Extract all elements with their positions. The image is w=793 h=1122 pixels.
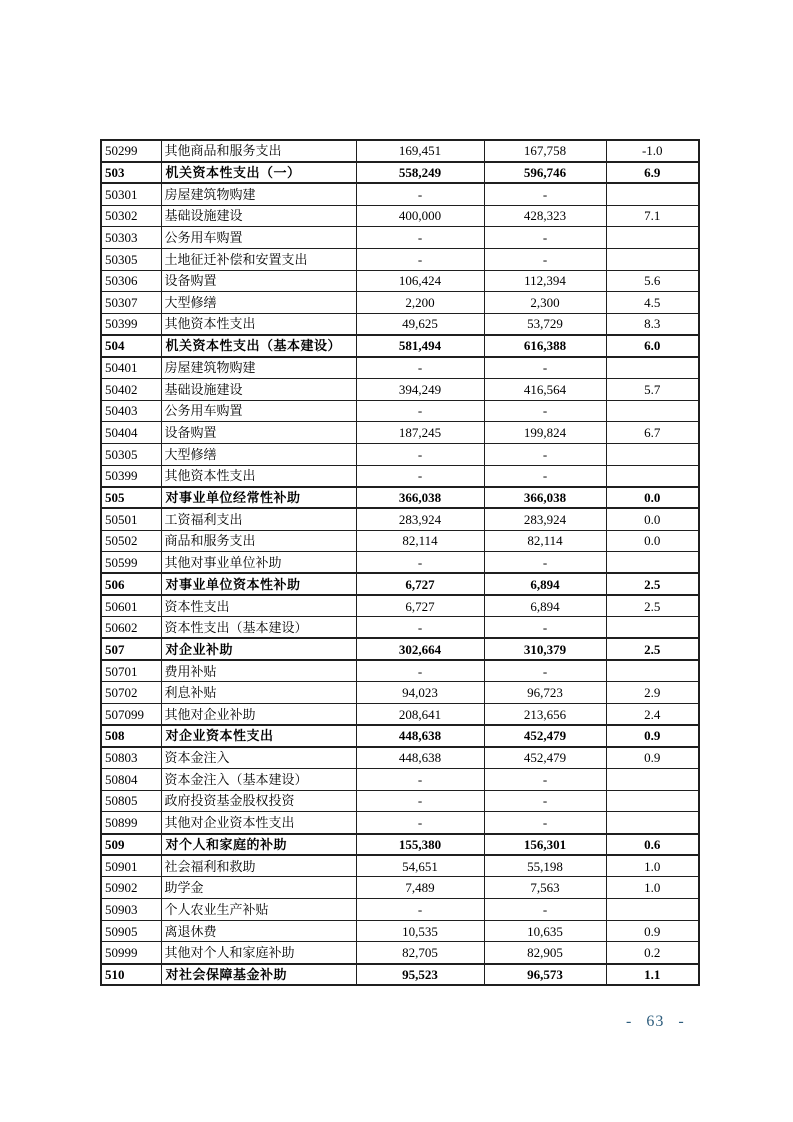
cell-pct-change [606,443,699,465]
cell-code: 50303 [101,227,161,249]
cell-amount-2: 156,301 [484,834,606,856]
table-row [101,162,699,184]
cell-name: 工资福利支出 [161,508,356,530]
cell-pct-change: 6.9 [606,162,699,184]
table-row [101,248,699,270]
cell-name: 个人农业生产补贴 [161,899,356,921]
cell-code: 50602 [101,617,161,639]
cell-pct-change [606,183,699,205]
cell-amount-1: - [356,660,484,682]
cell-code: 508 [101,725,161,747]
cell-amount-2: 452,479 [484,725,606,747]
cell-amount-1: 49,625 [356,313,484,335]
cell-pct-change [606,617,699,639]
cell-amount-1: 82,114 [356,530,484,552]
cell-code: 50307 [101,292,161,314]
cell-pct-change: 6.7 [606,422,699,444]
cell-amount-1: 366,038 [356,487,484,509]
cell-name: 公务用车购置 [161,400,356,422]
cell-code: 50302 [101,205,161,227]
cell-pct-change [606,248,699,270]
cell-pct-change: 1.0 [606,877,699,899]
cell-amount-1: - [356,790,484,812]
cell-amount-2: - [484,768,606,790]
cell-code: 509 [101,834,161,856]
cell-amount-1: 106,424 [356,270,484,292]
cell-pct-change [606,768,699,790]
cell-code: 506 [101,573,161,595]
table-row [101,357,699,379]
cell-code: 50599 [101,552,161,574]
table-row [101,725,699,747]
cell-name: 大型修缮 [161,443,356,465]
cell-amount-2: - [484,443,606,465]
cell-name: 其他对个人和家庭补助 [161,942,356,964]
cell-name: 机关资本性支出（一） [161,162,356,184]
cell-name: 对事业单位资本性补助 [161,573,356,595]
table-row [101,942,699,964]
cell-pct-change: 0.0 [606,487,699,509]
cell-amount-1: 6,727 [356,573,484,595]
table-row [101,595,699,617]
cell-pct-change: -1.0 [606,140,699,162]
cell-pct-change: 0.9 [606,747,699,769]
cell-amount-1: - [356,183,484,205]
table-row [101,270,699,292]
table-row [101,140,699,162]
cell-amount-2: 366,038 [484,487,606,509]
cell-amount-2: 6,894 [484,595,606,617]
cell-amount-2: 53,729 [484,313,606,335]
cell-name: 资本性支出 [161,595,356,617]
cell-name: 助学金 [161,877,356,899]
cell-amount-2: 2,300 [484,292,606,314]
table-row [101,855,699,877]
cell-amount-1: 7,489 [356,877,484,899]
cell-code: 50903 [101,899,161,921]
cell-amount-1: 94,023 [356,682,484,704]
cell-pct-change [606,357,699,379]
cell-pct-change [606,790,699,812]
cell-amount-1: - [356,443,484,465]
table-row [101,205,699,227]
cell-pct-change: 2.5 [606,595,699,617]
cell-pct-change: 2.5 [606,573,699,595]
cell-pct-change: 1.0 [606,855,699,877]
cell-code: 50902 [101,877,161,899]
cell-pct-change: 5.6 [606,270,699,292]
cell-name: 对个人和家庭的补助 [161,834,356,856]
cell-amount-2: - [484,790,606,812]
cell-amount-1: 155,380 [356,834,484,856]
cell-pct-change: 1.1 [606,964,699,986]
cell-amount-1: - [356,812,484,834]
cell-pct-change: 2.4 [606,703,699,725]
cell-amount-1: 82,705 [356,942,484,964]
cell-code: 50804 [101,768,161,790]
cell-amount-1: - [356,899,484,921]
cell-amount-1: 10,535 [356,920,484,942]
cell-name: 对事业单位经常性补助 [161,487,356,509]
cell-amount-2: 7,563 [484,877,606,899]
cell-amount-1: 400,000 [356,205,484,227]
cell-amount-1: 6,727 [356,595,484,617]
cell-pct-change: 2.5 [606,638,699,660]
cell-code: 507 [101,638,161,660]
table-row [101,552,699,574]
table-row [101,638,699,660]
cell-code: 50404 [101,422,161,444]
cell-pct-change: 2.9 [606,682,699,704]
cell-code: 504 [101,335,161,357]
budget-table [100,139,700,986]
table-row [101,400,699,422]
cell-amount-1: 208,641 [356,703,484,725]
cell-code: 50301 [101,183,161,205]
cell-pct-change: 6.0 [606,335,699,357]
cell-amount-1: - [356,227,484,249]
cell-name: 其他对企业补助 [161,703,356,725]
cell-code: 50306 [101,270,161,292]
budget-table-container [100,139,700,986]
table-row [101,768,699,790]
table-row [101,964,699,986]
cell-amount-1: - [356,248,484,270]
cell-code: 50803 [101,747,161,769]
cell-code: 503 [101,162,161,184]
cell-amount-2: 199,824 [484,422,606,444]
cell-amount-2: 167,758 [484,140,606,162]
cell-name: 对企业补助 [161,638,356,660]
cell-code: 50999 [101,942,161,964]
cell-name: 公务用车购置 [161,227,356,249]
cell-amount-1: 54,651 [356,855,484,877]
cell-amount-2: 82,905 [484,942,606,964]
cell-amount-1: 283,924 [356,508,484,530]
cell-code: 50805 [101,790,161,812]
cell-code: 50701 [101,660,161,682]
cell-name: 政府投资基金股权投资 [161,790,356,812]
cell-amount-2: - [484,899,606,921]
cell-amount-1: - [356,357,484,379]
cell-code: 50901 [101,855,161,877]
cell-code: 505 [101,487,161,509]
table-row [101,899,699,921]
cell-name: 土地征迁补偿和安置支出 [161,248,356,270]
cell-amount-2: 310,379 [484,638,606,660]
cell-name: 基础设施建设 [161,378,356,400]
cell-name: 对企业资本性支出 [161,725,356,747]
cell-name: 其他对事业单位补助 [161,552,356,574]
cell-amount-2: 55,198 [484,855,606,877]
cell-amount-1: - [356,465,484,487]
table-row [101,313,699,335]
cell-name: 大型修缮 [161,292,356,314]
cell-amount-2: - [484,465,606,487]
cell-amount-2: 452,479 [484,747,606,769]
cell-pct-change [606,227,699,249]
cell-pct-change: 5.7 [606,378,699,400]
cell-code: 50305 [101,443,161,465]
cell-code: 510 [101,964,161,986]
cell-amount-1: 2,200 [356,292,484,314]
cell-pct-change [606,400,699,422]
cell-code: 50399 [101,465,161,487]
cell-pct-change [606,552,699,574]
table-row [101,378,699,400]
table-row [101,660,699,682]
cell-code: 50702 [101,682,161,704]
cell-amount-1: 169,451 [356,140,484,162]
cell-pct-change [606,465,699,487]
cell-code: 50403 [101,400,161,422]
budget-table-body [101,140,699,985]
table-row [101,834,699,856]
cell-name: 机关资本性支出（基本建设） [161,335,356,357]
cell-name: 资本金注入（基本建设） [161,768,356,790]
table-row [101,508,699,530]
cell-name: 其他对企业资本性支出 [161,812,356,834]
table-row [101,443,699,465]
cell-amount-2: 112,394 [484,270,606,292]
table-row [101,790,699,812]
table-row [101,183,699,205]
cell-amount-2: - [484,183,606,205]
cell-pct-change: 8.3 [606,313,699,335]
cell-amount-2: 6,894 [484,573,606,595]
cell-amount-1: 187,245 [356,422,484,444]
cell-code: 50299 [101,140,161,162]
cell-name: 其他资本性支出 [161,313,356,335]
table-row [101,920,699,942]
table-row [101,292,699,314]
cell-code: 50305 [101,248,161,270]
cell-amount-1: - [356,768,484,790]
cell-name: 设备购置 [161,422,356,444]
table-row [101,877,699,899]
table-row [101,465,699,487]
cell-name: 资本金注入 [161,747,356,769]
cell-pct-change: 0.0 [606,530,699,552]
cell-amount-2: - [484,227,606,249]
cell-pct-change: 7.1 [606,205,699,227]
cell-amount-1: 302,664 [356,638,484,660]
cell-name: 费用补贴 [161,660,356,682]
cell-amount-1: - [356,617,484,639]
cell-name: 设备购置 [161,270,356,292]
cell-amount-2: - [484,400,606,422]
cell-amount-2: - [484,357,606,379]
cell-pct-change: 0.2 [606,942,699,964]
cell-name: 离退休费 [161,920,356,942]
cell-amount-2: - [484,248,606,270]
cell-code: 50905 [101,920,161,942]
cell-code: 50502 [101,530,161,552]
table-row [101,812,699,834]
cell-pct-change [606,660,699,682]
table-row [101,573,699,595]
cell-name: 基础设施建设 [161,205,356,227]
cell-pct-change [606,812,699,834]
cell-amount-2: 96,723 [484,682,606,704]
table-row [101,487,699,509]
cell-name: 房屋建筑物购建 [161,183,356,205]
cell-pct-change: 0.9 [606,920,699,942]
cell-code: 50401 [101,357,161,379]
cell-amount-2: 96,573 [484,964,606,986]
cell-code: 50501 [101,508,161,530]
cell-amount-2: 283,924 [484,508,606,530]
page-number: - 63 - [626,1013,685,1030]
cell-amount-1: 558,249 [356,162,484,184]
cell-name: 利息补贴 [161,682,356,704]
table-row [101,227,699,249]
cell-amount-1: - [356,552,484,574]
cell-amount-1: 581,494 [356,335,484,357]
table-row [101,335,699,357]
cell-amount-2: - [484,617,606,639]
cell-name: 资本性支出（基本建设） [161,617,356,639]
cell-pct-change: 4.5 [606,292,699,314]
cell-amount-2: 82,114 [484,530,606,552]
cell-name: 对社会保障基金补助 [161,964,356,986]
cell-code: 507099 [101,703,161,725]
cell-amount-2: 596,746 [484,162,606,184]
cell-amount-2: 616,388 [484,335,606,357]
cell-amount-1: 394,249 [356,378,484,400]
cell-amount-2: 213,656 [484,703,606,725]
cell-amount-2: - [484,812,606,834]
cell-pct-change: 0.9 [606,725,699,747]
table-row [101,682,699,704]
cell-name: 其他资本性支出 [161,465,356,487]
cell-name: 其他商品和服务支出 [161,140,356,162]
cell-pct-change [606,899,699,921]
table-row [101,703,699,725]
cell-amount-1: 448,638 [356,747,484,769]
table-row [101,617,699,639]
cell-amount-1: - [356,400,484,422]
cell-pct-change: 0.0 [606,508,699,530]
cell-name: 房屋建筑物购建 [161,357,356,379]
cell-code: 50399 [101,313,161,335]
cell-pct-change: 0.6 [606,834,699,856]
cell-amount-2: 428,323 [484,205,606,227]
cell-name: 社会福利和救助 [161,855,356,877]
cell-amount-2: - [484,660,606,682]
table-row [101,422,699,444]
cell-amount-1: 95,523 [356,964,484,986]
table-row [101,747,699,769]
cell-name: 商品和服务支出 [161,530,356,552]
cell-amount-1: 448,638 [356,725,484,747]
cell-code: 50899 [101,812,161,834]
cell-amount-2: 416,564 [484,378,606,400]
cell-code: 50402 [101,378,161,400]
cell-amount-2: - [484,552,606,574]
cell-code: 50601 [101,595,161,617]
cell-amount-2: 10,635 [484,920,606,942]
table-row [101,530,699,552]
